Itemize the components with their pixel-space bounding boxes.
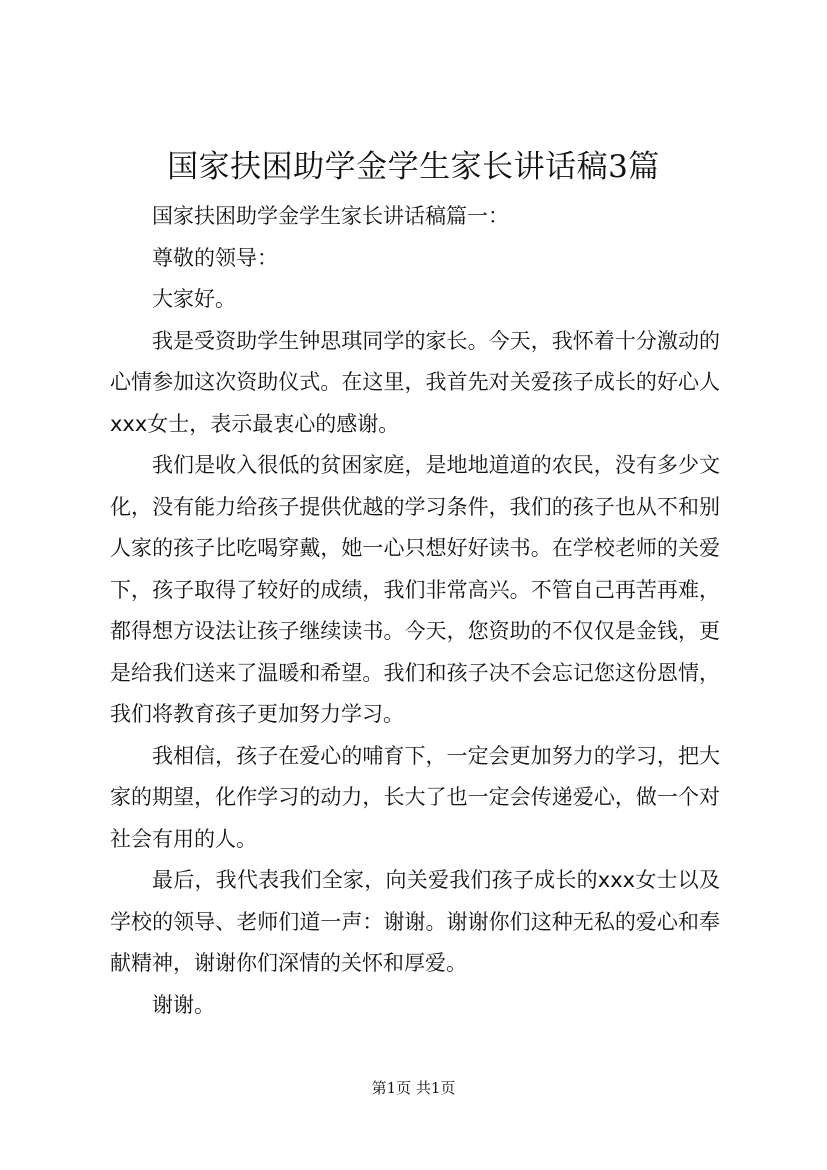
document-title: 国家扶困助学金学生家长讲话稿3篇 xyxy=(167,149,660,185)
paragraph-family-situation: 我们是收入很低的贫困家庭，是地地道道的农民，没有多少文化，没有能力给孩子提供优越的学习条件，我们的孩子也从不和别人家的孩子比吃喝穿戴，她一心只想好好读书。在学校老师的关爱下，孩子取得了较好的成绩，我们非常高兴。不管自己再苦再难，都得想方设法让孩子继续读书。今天，您资助的不仅仅是金钱，更是给我们送来了温暖和希望。我们和孩子决不会忘记您这份恩情，我们将教育孩子更加努力学习。 xyxy=(110,453,720,726)
paragraph-introduction: 我是受资助学生钟思琪同学的家长。今天，我怀着十分激动的心情参加这次资助仪式。在这里，我首先对关爱孩子成长的好心人xxx女士，表示最衷心的感谢。 xyxy=(110,328,720,436)
paragraph-closing: 谢谢。 xyxy=(152,992,215,1017)
paragraph-subtitle: 国家扶困助学金学生家长讲话稿篇一： xyxy=(152,204,509,228)
document-body xyxy=(110,196,720,1026)
paragraph-belief: 我相信，孩子在爱心的哺育下，一定会更加努力的学习，把大家的期望，化作学习的动力，长大了也一定会传递爱心，做一个对社会有用的人。 xyxy=(110,743,720,851)
page-number-footer: 第1页 共1页 xyxy=(371,1079,456,1097)
paragraph-thanks: 最后，我代表我们全家，向关爱我们孩子成长的xxx女士以及学校的领导、老师们道一声：谢谢。谢谢你们这种无私的爱心和奉献精神，谢谢你们深情的关怀和厚爱。 xyxy=(110,868,720,975)
paragraph-greeting: 大家好。 xyxy=(152,287,236,311)
paragraph-salutation: 尊敬的领导： xyxy=(152,245,278,270)
